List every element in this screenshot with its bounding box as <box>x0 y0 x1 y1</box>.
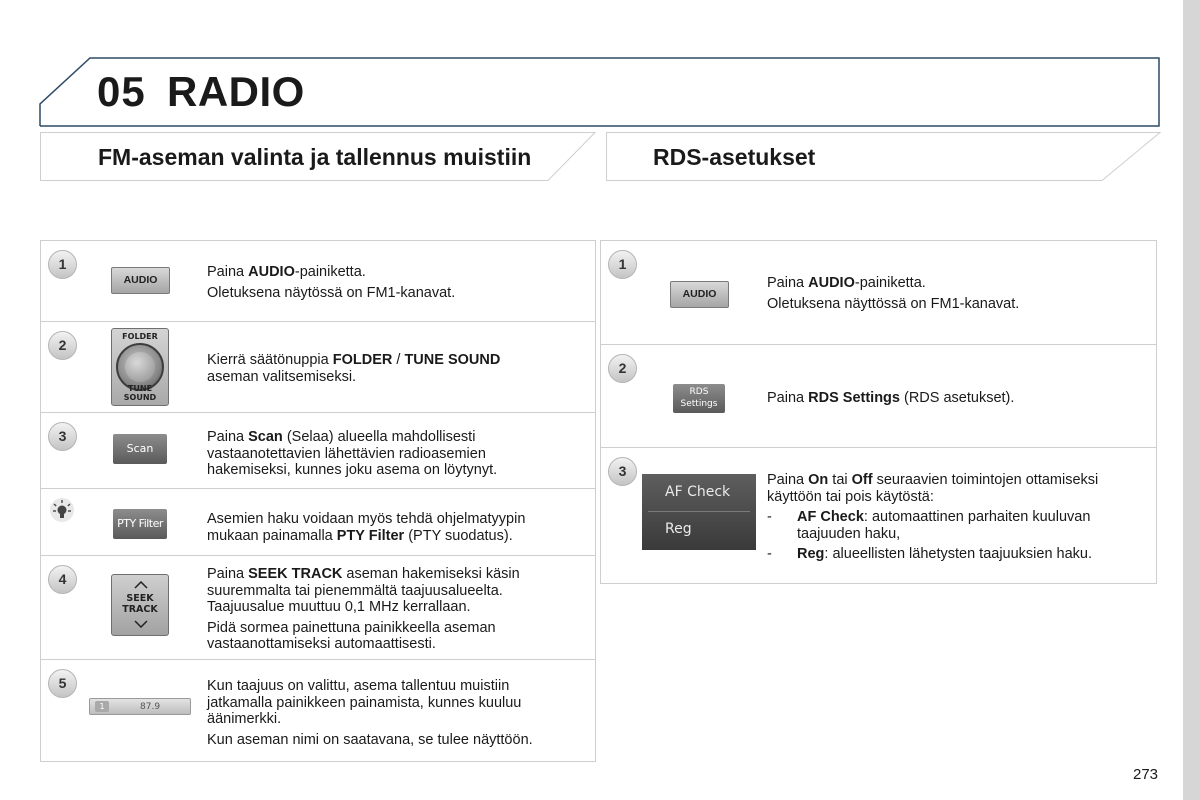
rds-options-panel <box>642 474 756 550</box>
preset-index: 1 <box>95 701 109 712</box>
chapter-number: 05 <box>97 68 146 115</box>
left-section-header <box>40 132 596 182</box>
left-section-title: FM-aseman valinta ja tallennus muistiin <box>98 144 532 170</box>
left-step-row-4 <box>41 556 595 660</box>
step-badge: 3 <box>48 422 77 451</box>
chapter-title: RADIO <box>167 68 305 115</box>
knob-label-tune-sound: TUNE SOUND <box>123 384 157 402</box>
rds-label: RDS <box>689 387 709 397</box>
seek-track-button-image <box>111 574 169 636</box>
step-text: Paina Scan (Selaa) alueella mahdollisesti vastaanotettavien lähettävien radioasemien hakemiseksi, kunnes joku asema on löytynyt. <box>207 429 498 478</box>
step-badge: 1 <box>608 250 637 279</box>
left-tip-row <box>41 489 595 556</box>
audio-button-image: AUDIO <box>670 281 729 308</box>
chapter-header <box>0 0 1170 130</box>
seek-label: SEEK <box>126 593 154 604</box>
preset-frequency: 87.9 <box>140 702 161 712</box>
step-text: Paina SEEK TRACK aseman hakemiseksi käsin suuremmalta tai pienemmältä taajuusalueelta. Taajuusalue muuttuu 0,1 MHz kerrallaan. Pidä sormea painettuna painikkeella aseman vastaanottamiseksi automaattisesti. <box>207 566 520 652</box>
page-edge-strip <box>1183 0 1200 800</box>
right-section-title: RDS-asetukset <box>653 144 816 170</box>
list-item: - Reg: alueellisten lähetysten taajuuksien haku. <box>767 546 1093 562</box>
left-step-row-2 <box>41 322 595 413</box>
right-step-row-3 <box>601 448 1156 583</box>
right-step-row-1 <box>601 241 1156 345</box>
knob-label-folder: FOLDER <box>122 332 158 341</box>
step-badge: 2 <box>608 354 637 383</box>
step-text: Paina AUDIO-painiketta. Oletuksena näytössä on FM1-kanavat. <box>207 264 456 301</box>
settings-label: Settings <box>680 399 718 409</box>
step-badge: 3 <box>608 457 637 486</box>
right-step-row-2 <box>601 345 1156 448</box>
chevron-down-icon <box>134 620 148 628</box>
left-steps-table <box>40 240 596 762</box>
left-step-row-3 <box>41 413 595 489</box>
af-check-option: AF Check <box>665 484 731 500</box>
track-label: TRACK <box>122 604 158 615</box>
chevron-up-icon <box>134 581 148 589</box>
step-badge: 4 <box>48 565 77 594</box>
step-text: Paina RDS Settings (RDS asetukset). <box>767 390 1015 406</box>
step-badge: 2 <box>48 331 77 360</box>
step-badge: 1 <box>48 250 77 279</box>
scan-button-image: Scan <box>113 434 167 464</box>
audio-button-image: AUDIO <box>111 267 170 294</box>
pty-filter-button-image: PTY Filter <box>113 509 167 539</box>
step-text: Paina On tai Off seuraavien toimintojen ottamiseksi käyttöön tai pois käytöstä: - AF Check: automaattinen parhaiten kuuluvan taajuuden haku, - Reg: alueellisten lähetysten taajuuksien haku. <box>767 472 1147 563</box>
left-step-row-5 <box>41 660 595 762</box>
left-step-row-1 <box>41 241 595 322</box>
tip-icon <box>49 497 75 523</box>
rds-settings-button-image <box>673 384 725 413</box>
list-item: - AF Check: automaattinen parhaiten kuuluvan taajuuden haku, <box>767 509 1091 542</box>
step-badge: 5 <box>48 669 77 698</box>
preset-button-image <box>89 698 191 715</box>
reg-option: Reg <box>665 521 692 537</box>
rds-options-list <box>767 509 1147 563</box>
right-steps-table <box>600 240 1157 584</box>
step-text: Kierrä säätönuppia FOLDER / TUNE SOUND aseman valitsemiseksi. <box>207 352 501 385</box>
right-section-header <box>606 132 1161 182</box>
step-text: Paina AUDIO-painiketta. Oletuksena näyttössä on FM1-kanavat. <box>767 275 1020 312</box>
page-number: 273 <box>1133 766 1159 783</box>
tune-knob-image <box>111 328 169 406</box>
step-text: Asemien haku voidaan myös tehdä ohjelmatyypin mukaan painamalla PTY Filter (PTY suodatus). <box>207 511 526 544</box>
step-text: Kun taajuus on valittu, asema tallentuu muistiin jatkamalla painikkeen painamista, kunnes kuuluu äänimerkki. Kun aseman nimi on saatavana, se tulee näyttöön. <box>207 678 533 748</box>
